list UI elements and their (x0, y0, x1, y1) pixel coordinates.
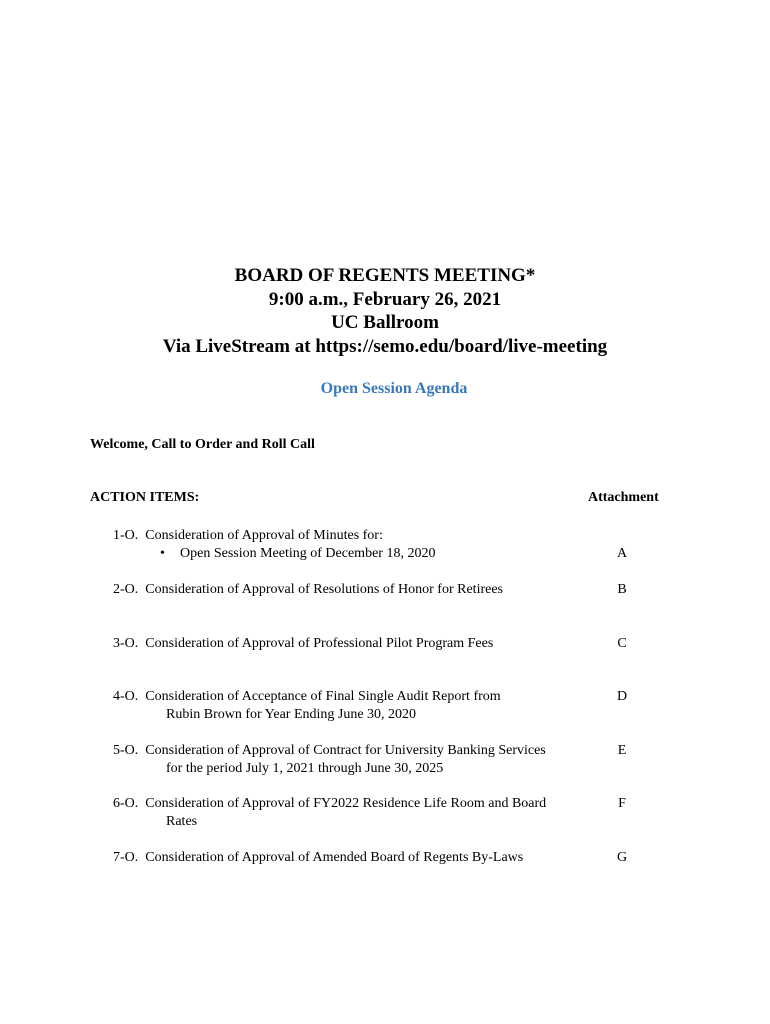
item-number: 6-O. (113, 796, 139, 811)
agenda-item-7 (113, 849, 593, 867)
item-text: Consideration of Approval of Minutes for: (145, 528, 383, 543)
attachment-c: C (617, 636, 627, 651)
item-text: Consideration of Approval of Contract for University Banking Services (145, 743, 546, 758)
agenda-item-1-bullet (160, 545, 435, 563)
agenda-item-4 (113, 688, 593, 724)
item-text-continued: Rubin Brown for Year Ending June 30, 2020 (166, 707, 417, 722)
agenda-item-1 (113, 527, 593, 545)
meeting-header (0, 264, 770, 358)
attachment-b: B (617, 582, 627, 597)
item-number: 7-O. (113, 850, 139, 865)
item-number: 1-O. (113, 528, 139, 543)
item-number: 3-O. (113, 636, 139, 651)
agenda-item-5 (113, 742, 593, 778)
meeting-location: UC Ballroom (331, 312, 439, 333)
action-items-heading: ACTION ITEMS: (90, 490, 200, 505)
item-text: Consideration of Approval of Resolutions of Honor for Retirees (145, 582, 503, 597)
attachment-a: A (616, 546, 628, 561)
attachment-d: D (616, 689, 628, 704)
item-text: Consideration of Approval of FY2022 Residence Life Room and Board (145, 796, 547, 811)
item-text-continued: Rates (166, 814, 198, 829)
bullet-text: Open Session Meeting of December 18, 2020 (180, 546, 436, 561)
livestream-info: Via LiveStream at https://semo.edu/board/live-meeting (162, 335, 608, 357)
attachment-g: G (616, 850, 628, 865)
meeting-title: BOARD OF REGENTS MEETING* (234, 265, 536, 286)
bullet-icon: • (160, 546, 165, 561)
attachment-heading: Attachment (588, 490, 659, 505)
meeting-time: 9:00 a.m., February 26, 2021 (268, 288, 502, 310)
item-number: 5-O. (113, 743, 139, 758)
welcome-line: Welcome, Call to Order and Roll Call (90, 437, 315, 452)
item-text: Consideration of Acceptance of Final Single Audit Report from (145, 689, 501, 704)
item-number: 4-O. (113, 689, 139, 704)
item-text: Consideration of Approval of Amended Board of Regents By-Laws (145, 850, 524, 865)
attachment-f: F (618, 796, 626, 811)
item-text: Consideration of Approval of Professional Pilot Program Fees (145, 636, 494, 651)
agenda-item-3 (113, 635, 593, 653)
session-title: Open Session Agenda (320, 380, 468, 397)
attachment-e: E (617, 743, 627, 758)
agenda-item-6 (113, 795, 593, 831)
item-number: 2-O. (113, 582, 139, 597)
agenda-item-2 (113, 581, 593, 599)
item-text-continued: for the period July 1, 2021 through June 30, 2025 (166, 761, 444, 776)
